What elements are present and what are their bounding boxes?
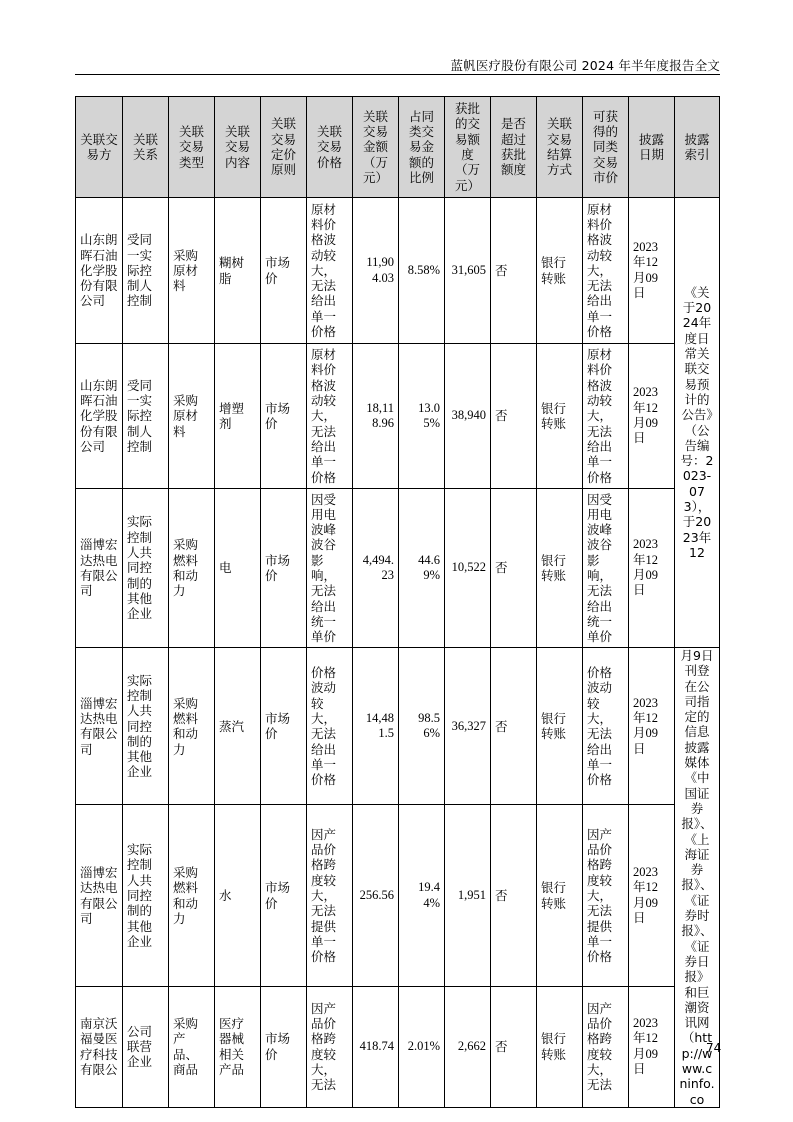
cell-exceed: 否: [491, 344, 537, 489]
table-row: [76, 198, 720, 344]
cell-pricing: 市场价: [261, 489, 307, 648]
cell-content: 水: [215, 805, 261, 986]
cell-relation: 公司联营企业: [123, 986, 169, 1107]
cell-disclosure-index: 《关于2024年度日常关联交易预计的公告》（公告编号：2023-073），于2023年12: [675, 198, 720, 648]
cell-exceed: 否: [491, 648, 537, 805]
cell-market-price: 原材料价格波动较大，无法给出单一价格: [583, 344, 629, 489]
cell-type: 采购燃料和动力: [169, 489, 215, 648]
cell-settlement: 银行转账: [537, 198, 583, 344]
col-header: 关联关系: [123, 97, 169, 198]
cell-quota: 10,522: [445, 489, 491, 648]
cell-settlement: 银行转账: [537, 489, 583, 648]
cell-amount: 418.74: [353, 986, 399, 1107]
col-header: 是否超过获批额度: [491, 97, 537, 198]
cell-settlement: 银行转账: [537, 805, 583, 986]
cell-content: 医疗器械相关产品: [215, 986, 261, 1107]
table-header-row: [76, 97, 720, 198]
cell-party: 淄博宏达热电有限公司: [76, 805, 123, 986]
cell-pricing: 市场价: [261, 198, 307, 344]
cell-type: 采购原材料: [169, 344, 215, 489]
cell-market-price: 价格波动较大，无法给出单一价格: [583, 648, 629, 805]
col-header: 披露日期: [629, 97, 675, 198]
col-header: 获批的交易额度（万元）: [445, 97, 491, 198]
cell-quota: 38,940: [445, 344, 491, 489]
related-transactions-table: [75, 96, 720, 1108]
cell-amount: 256.56: [353, 805, 399, 986]
cell-content: 增塑剂: [215, 344, 261, 489]
report-title: 蓝帆医疗股份有限公司 2024 年半年度报告全文: [450, 58, 720, 73]
cell-settlement: 银行转账: [537, 344, 583, 489]
cell-content: 糊树脂: [215, 198, 261, 344]
cell-relation: 受同一实际控制人控制: [123, 198, 169, 344]
table-row: [76, 986, 720, 1107]
cell-quota: 31,605: [445, 198, 491, 344]
cell-pricing: 市场价: [261, 344, 307, 489]
cell-ratio: 8.58%: [399, 198, 445, 344]
cell-exceed: 否: [491, 198, 537, 344]
cell-quota: 2,662: [445, 986, 491, 1107]
cell-settlement: 银行转账: [537, 986, 583, 1107]
cell-quota: 1,951: [445, 805, 491, 986]
cell-content: 蒸汽: [215, 648, 261, 805]
page-header: [75, 54, 720, 75]
cell-amount: 4,494.23: [353, 489, 399, 648]
cell-market-price: 因受用电波峰波谷影响，无法给出统一单价: [583, 489, 629, 648]
cell-market-price: 原材料价格波动较大，无法给出单一价格: [583, 198, 629, 344]
cell-exceed: 否: [491, 489, 537, 648]
cell-price: 因受用电波峰波谷影响，无法给出统一单价: [307, 489, 353, 648]
cell-price: 因产品价格跨度较大，无法: [307, 986, 353, 1107]
cell-ratio: 44.69%: [399, 489, 445, 648]
cell-amount: 14,481.5: [353, 648, 399, 805]
col-header: 关联交易类型: [169, 97, 215, 198]
table-row: [76, 648, 720, 805]
cell-price: 原材料价格波动较大，无法给出单一价格: [307, 198, 353, 344]
cell-date: 2023年12月09日: [629, 648, 675, 805]
cell-price: 价格波动较大，无法给出单一价格: [307, 648, 353, 805]
cell-content: 电: [215, 489, 261, 648]
cell-disclosure-index: 月9日刊登在公司指定的信息披露媒体《中国证券报》、《上海证券报》、《证券时报》、《证券日报》和巨潮资讯网（http://www.cninfo.co: [675, 648, 720, 1108]
cell-party: 山东朗晖石油化学股份有限公司: [76, 198, 123, 344]
col-header: 占同类交易金额的比例: [399, 97, 445, 198]
cell-amount: 18,118.96: [353, 344, 399, 489]
cell-date: 2023年12月09日: [629, 986, 675, 1107]
col-header: 关联交易方: [76, 97, 123, 198]
cell-market-price: 因产品价格跨度较大，无法提供单一价格: [583, 805, 629, 986]
cell-ratio: 13.05%: [399, 344, 445, 489]
cell-type: 采购原材料: [169, 198, 215, 344]
cell-relation: 实际控制人共同控制的其他企业: [123, 805, 169, 986]
cell-ratio: 2.01%: [399, 986, 445, 1107]
col-header: 可获得的同类交易市价: [583, 97, 629, 198]
cell-ratio: 98.56%: [399, 648, 445, 805]
cell-relation: 受同一实际控制人控制: [123, 344, 169, 489]
cell-type: 采购燃料和动力: [169, 648, 215, 805]
col-header: 关联交易定价原则: [261, 97, 307, 198]
cell-pricing: 市场价: [261, 648, 307, 805]
table-row: [76, 344, 720, 489]
col-header: 关联交易结算方式: [537, 97, 583, 198]
cell-date: 2023年12月09日: [629, 489, 675, 648]
cell-party: 南京沃福曼医疗科技有限公: [76, 986, 123, 1107]
cell-date: 2023年12月09日: [629, 344, 675, 489]
cell-ratio: 19.44%: [399, 805, 445, 986]
cell-type: 采购燃料和动力: [169, 805, 215, 986]
cell-settlement: 银行转账: [537, 648, 583, 805]
cell-type: 采购产品、商品: [169, 986, 215, 1107]
cell-exceed: 否: [491, 805, 537, 986]
cell-price: 因产品价格跨度较大，无法提供单一价格: [307, 805, 353, 986]
cell-pricing: 市场价: [261, 805, 307, 986]
cell-party: 淄博宏达热电有限公司: [76, 648, 123, 805]
cell-pricing: 市场价: [261, 986, 307, 1107]
cell-price: 原材料价格波动较大，无法给出单一价格: [307, 344, 353, 489]
cell-exceed: 否: [491, 986, 537, 1107]
table-row: [76, 805, 720, 986]
cell-party: 淄博宏达热电有限公司: [76, 489, 123, 648]
col-header: 关联交易内容: [215, 97, 261, 198]
cell-date: 2023年12月09日: [629, 805, 675, 986]
col-header: 披露索引: [675, 97, 720, 198]
table-row: [76, 489, 720, 648]
cell-market-price: 因产品价格跨度较大，无法: [583, 986, 629, 1107]
cell-quota: 36,327: [445, 648, 491, 805]
col-header: 关联交易金额（万元）: [353, 97, 399, 198]
cell-relation: 实际控制人共同控制的其他企业: [123, 489, 169, 648]
cell-relation: 实际控制人共同控制的其他企业: [123, 648, 169, 805]
cell-amount: 11,904.03: [353, 198, 399, 344]
cell-date: 2023年12月09日: [629, 198, 675, 344]
cell-party: 山东朗晖石油化学股份有限公司: [76, 344, 123, 489]
page-number: 74: [706, 1041, 722, 1055]
col-header: 关联交易价格: [307, 97, 353, 198]
